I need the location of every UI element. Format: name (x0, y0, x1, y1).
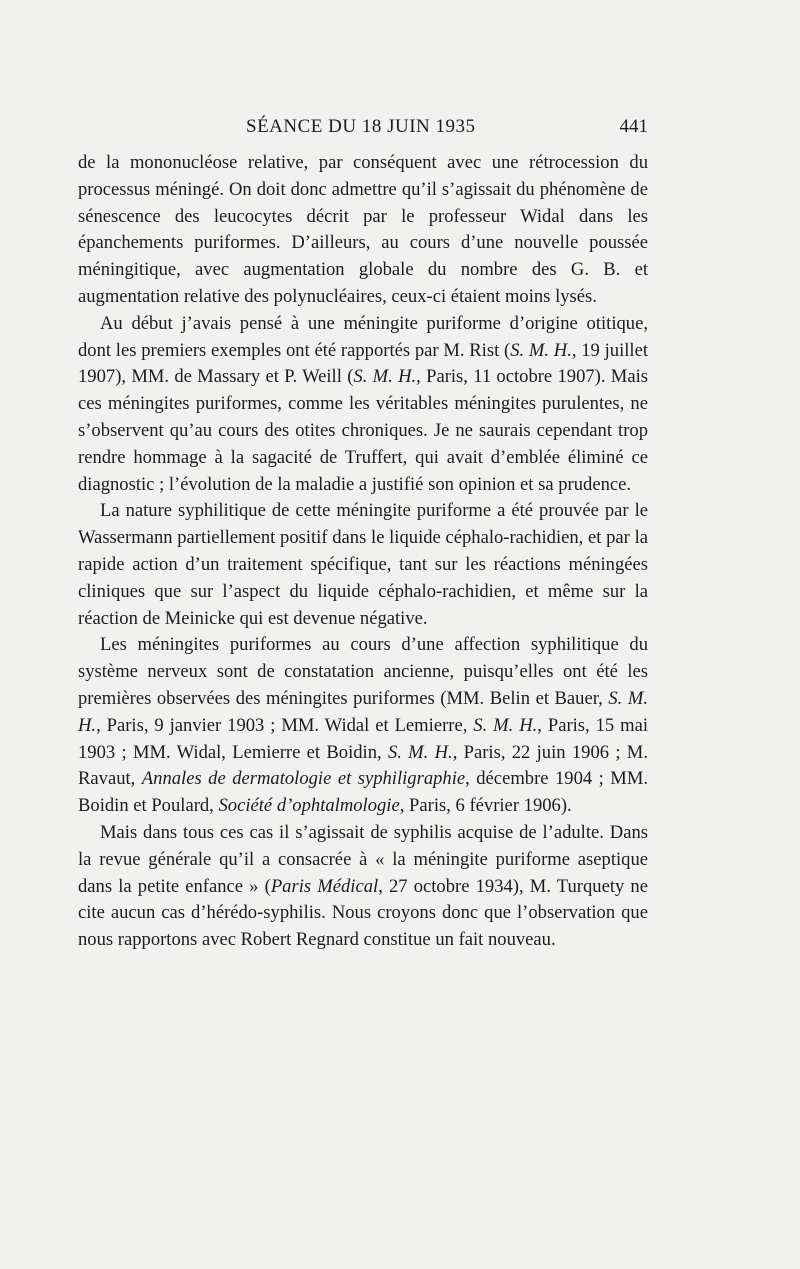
text-segment: , Paris, 9 janvier 1903 ; MM. Widal et Lemierre, (96, 714, 474, 736)
page-header (78, 112, 648, 142)
text-segment: Mais dans tous ces cas il s’agissait de syphilis acquise de l’adulte. Dans la revue générale qu’il a consacrée à « la méningite puriforme aseptique dans la petite enfance » ( (78, 821, 648, 897)
italic-citation: S. M. H. (353, 366, 417, 388)
italic-citation: S. M. H. (78, 687, 648, 736)
running-title: SÉANCE DU 18 JUIN 1935 (246, 116, 476, 137)
text-segment: Au début j’avais pensé à une méningite puriforme d’origine otitique, dont les premiers exemples ont été rapportés par M. Rist ( (78, 312, 648, 361)
text-segment: , Paris, 15 mai 1903 ; MM. Widal, Lemierre et Boidin, (78, 714, 648, 763)
text-segment: de la mononucléose relative, par conséquent avec une rétrocession du processus méningé. On doit donc admettre qu’il s’agissait du phénomène de sénescence des leucocytes décrit par le professeur Widal dans les épanchements puriformes. D’ailleurs, au cours d’une nouvelle poussée méningitique, avec augmentation globale du nombre des G. B. et augmentation relative des polynucléaires, ceux-ci étaient moins lysés. (78, 152, 648, 307)
text-segment: , décembre 1904 ; MM. Boidin et Poulard, (78, 768, 649, 817)
italic-citation: S. M. H. (387, 741, 453, 763)
text-segment: , Paris, 6 février 1906). (399, 795, 572, 817)
italic-citation: Annales de dermatologie et syphiligraphie (141, 768, 466, 790)
paragraph (78, 311, 648, 499)
text-segment: Les méningites puriformes au cours d’une affection syphilitique du système nerveux sont de constatation ancienne, puisqu’elles ont été les premières observées des méningites puriformes (MM. Belin et Bauer, (78, 634, 648, 709)
text-segment: La nature syphilitique de cette méningite puriforme a été prouvée par le Wassermann partiellement positif dans le liquide céphalo-rachidien, et par la rapide action d’un traitement spécifique, tant sur les réactions méningées cliniques que sur l’aspect du liquide céphalo-rachidien, et même sur la réaction de Meinicke qui est devenue négative. (78, 500, 648, 629)
text-segment: , 19 juillet 1907), MM. de Massary et P. Weill ( (78, 339, 648, 388)
body-text (78, 150, 648, 954)
text-segment: , Paris, 22 juin 1906 ; M. Ravaut, (78, 741, 648, 790)
italic-citation: S. M. H. (510, 339, 572, 361)
paragraph (78, 632, 648, 820)
paragraph (78, 150, 648, 311)
italic-citation: S. M. H. (473, 714, 538, 736)
italic-citation: Paris Médical (270, 875, 379, 897)
book-page (78, 0, 648, 1269)
page-number: 441 (619, 116, 648, 137)
paragraph (78, 820, 648, 954)
text-segment: , 27 octobre 1934), M. Turquety ne cite aucun cas d’hérédo-syphilis. Nous croyons donc que l’observation que nous rapportons avec Robert Regnard constitue un fait nouveau. (78, 875, 648, 951)
paragraph (78, 498, 648, 632)
text-segment: , Paris, 11 octobre 1907). Mais ces méningites puriformes, comme les véritables méningites purulentes, ne s’observent qu’au cours des otites chroniques. Je ne saurais cependant trop rendre hommage à la sagacité de Truffert, qui avait d’emblée éliminé ce diagnostic ; l’évolution de la maladie a justifié son opinion et sa prudence. (78, 366, 648, 495)
italic-citation: Société d’ophtalmologie (218, 795, 400, 817)
